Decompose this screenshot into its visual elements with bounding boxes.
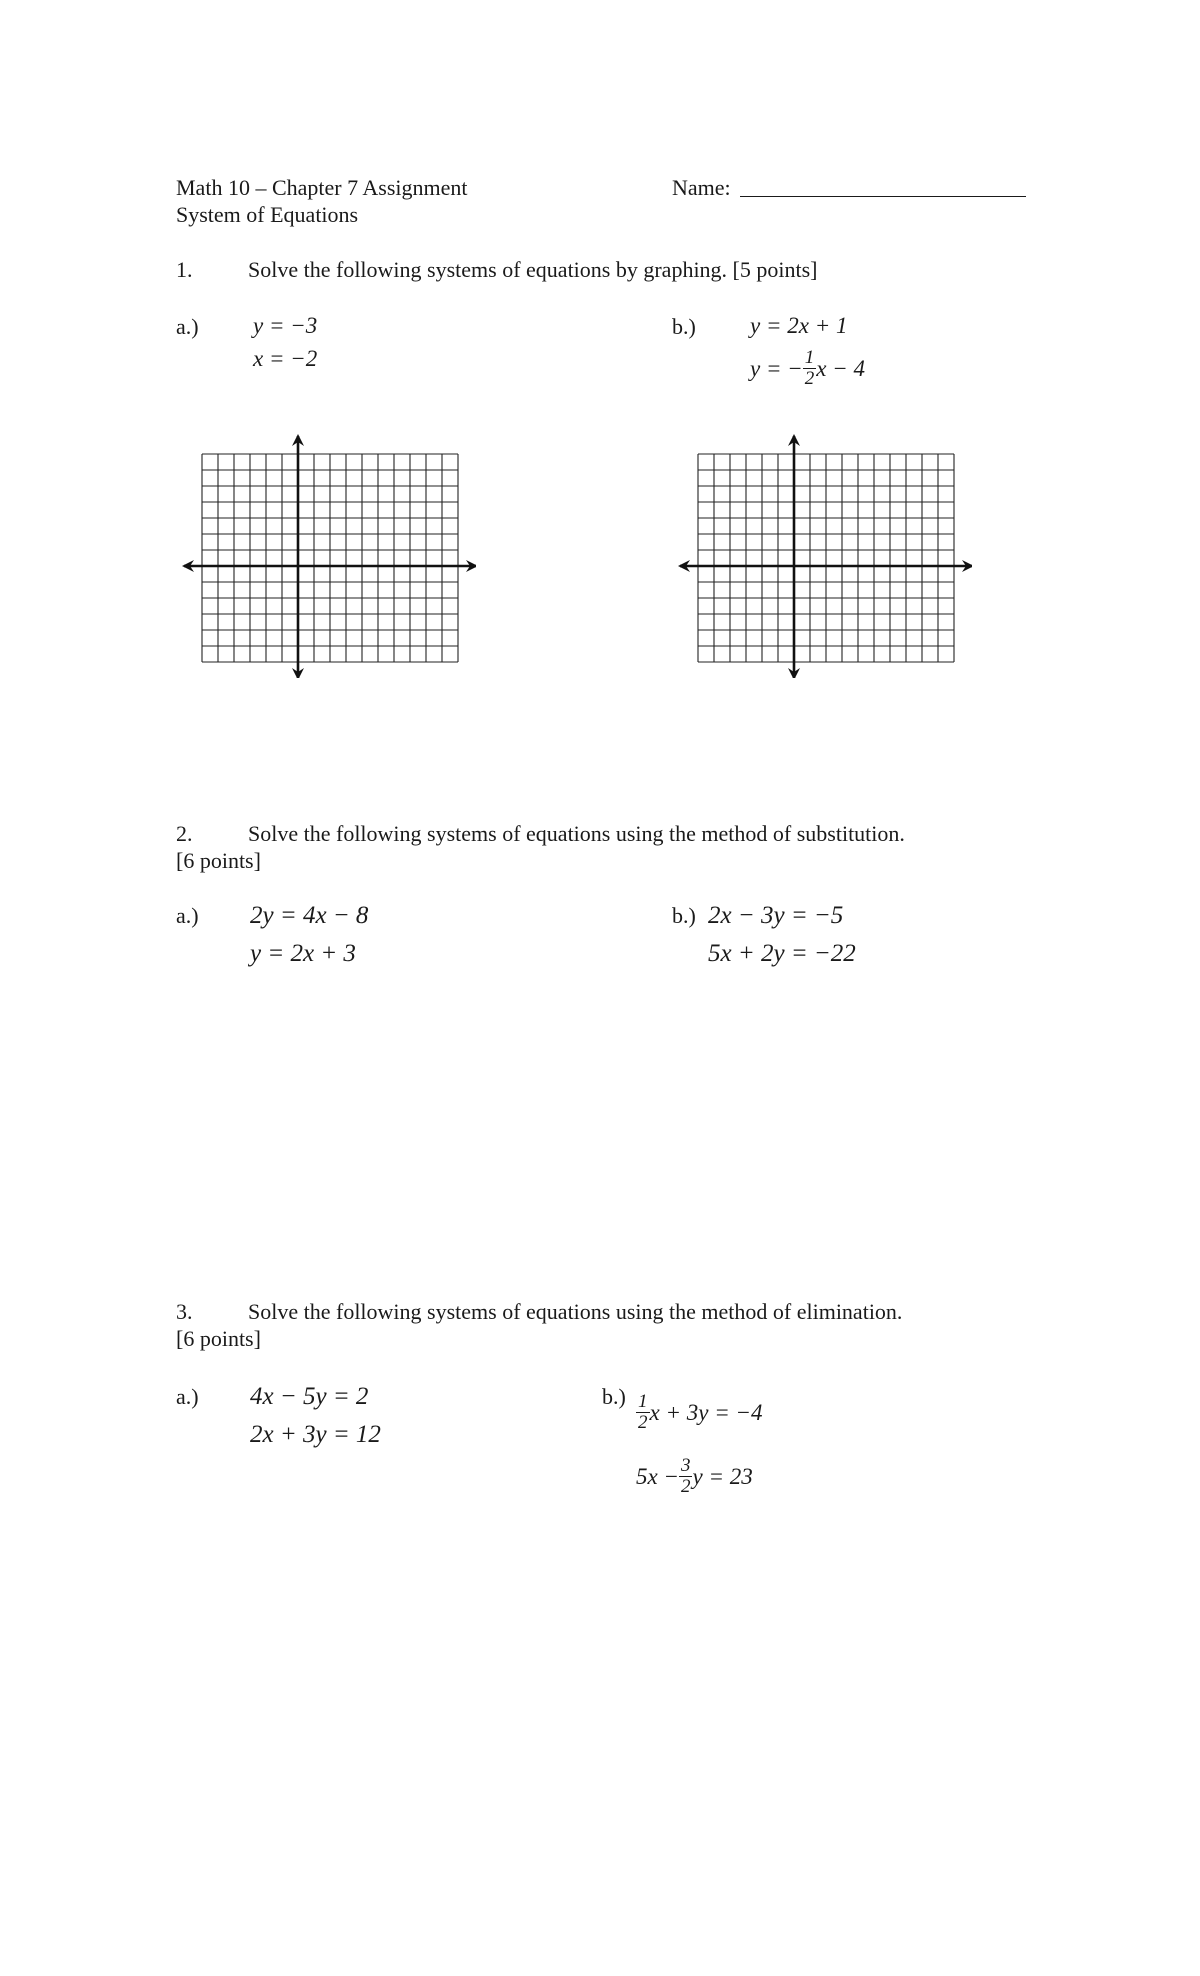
q3-points: [6 points] [176,1326,261,1351]
q3b-label: b.) [602,1384,626,1409]
q2-instruction: Solve the following systems of equations using the method of substitution. [248,821,905,846]
q1-instruction: Solve the following systems of equations by graphing. [5 points] [248,257,818,282]
q1b-coordinate-grid[interactable] [676,432,972,678]
q3-instruction: Solve the following systems of equations using the method of elimination. [248,1299,903,1324]
q2-points: [6 points] [176,848,261,873]
q3b-eq2-lead: 5x − [636,1463,679,1489]
q2b-equation-1: 2x − 3y = −5 [708,902,844,929]
assignment-title: Math 10 – Chapter 7 Assignment [176,175,468,200]
q1a-coordinate-grid[interactable] [180,432,476,678]
q2b-label: b.) [672,903,696,928]
q1b-label: b.) [672,314,696,339]
fraction-numerator: 1 [804,347,815,368]
q1-number: 1. [176,257,193,282]
q3-number: 3. [176,1299,193,1324]
q1b-equation-1: y = 2x + 1 [750,313,848,338]
fraction-denominator: 2 [680,1476,691,1497]
name-label: Name: [672,175,731,200]
fraction-denominator: 2 [638,1412,648,1433]
fraction [636,1392,650,1433]
q2a-label: a.) [176,903,199,928]
q1b-eq2-lead: y = − [750,355,803,381]
q2a-equation-2: y = 2x + 3 [250,940,356,967]
q2b-equation-2: 5x + 2y = −22 [708,940,856,967]
q3a-equation-1: 4x − 5y = 2 [250,1383,369,1410]
q2a-equation-1: 2y = 4x − 8 [250,902,369,929]
q3a-equation-2: 2x + 3y = 12 [250,1421,381,1448]
q3b-equation-2 [636,1455,753,1499]
q1b-equation-2 [750,347,865,391]
name-blank-line[interactable] [740,196,1026,197]
q1a-label: a.) [176,314,199,339]
q3b-equation-1 [636,1391,763,1435]
fraction [803,348,817,389]
q3a-label: a.) [176,1384,199,1409]
q1a-equation-2: x = −2 [253,346,318,371]
q2-number: 2. [176,821,193,846]
fraction [679,1456,693,1497]
q3b-eq1-tail: x + 3y = −4 [649,1399,763,1425]
fraction-numerator: 1 [638,1391,648,1412]
assignment-subtitle: System of Equations [176,202,359,227]
q3b-eq2-tail: y = 23 [692,1463,753,1489]
q1b-eq2-tail: x − 4 [816,355,865,381]
q1a-equation-1: y = −3 [253,313,318,338]
fraction-numerator: 3 [680,1455,691,1476]
fraction-denominator: 2 [804,368,815,389]
